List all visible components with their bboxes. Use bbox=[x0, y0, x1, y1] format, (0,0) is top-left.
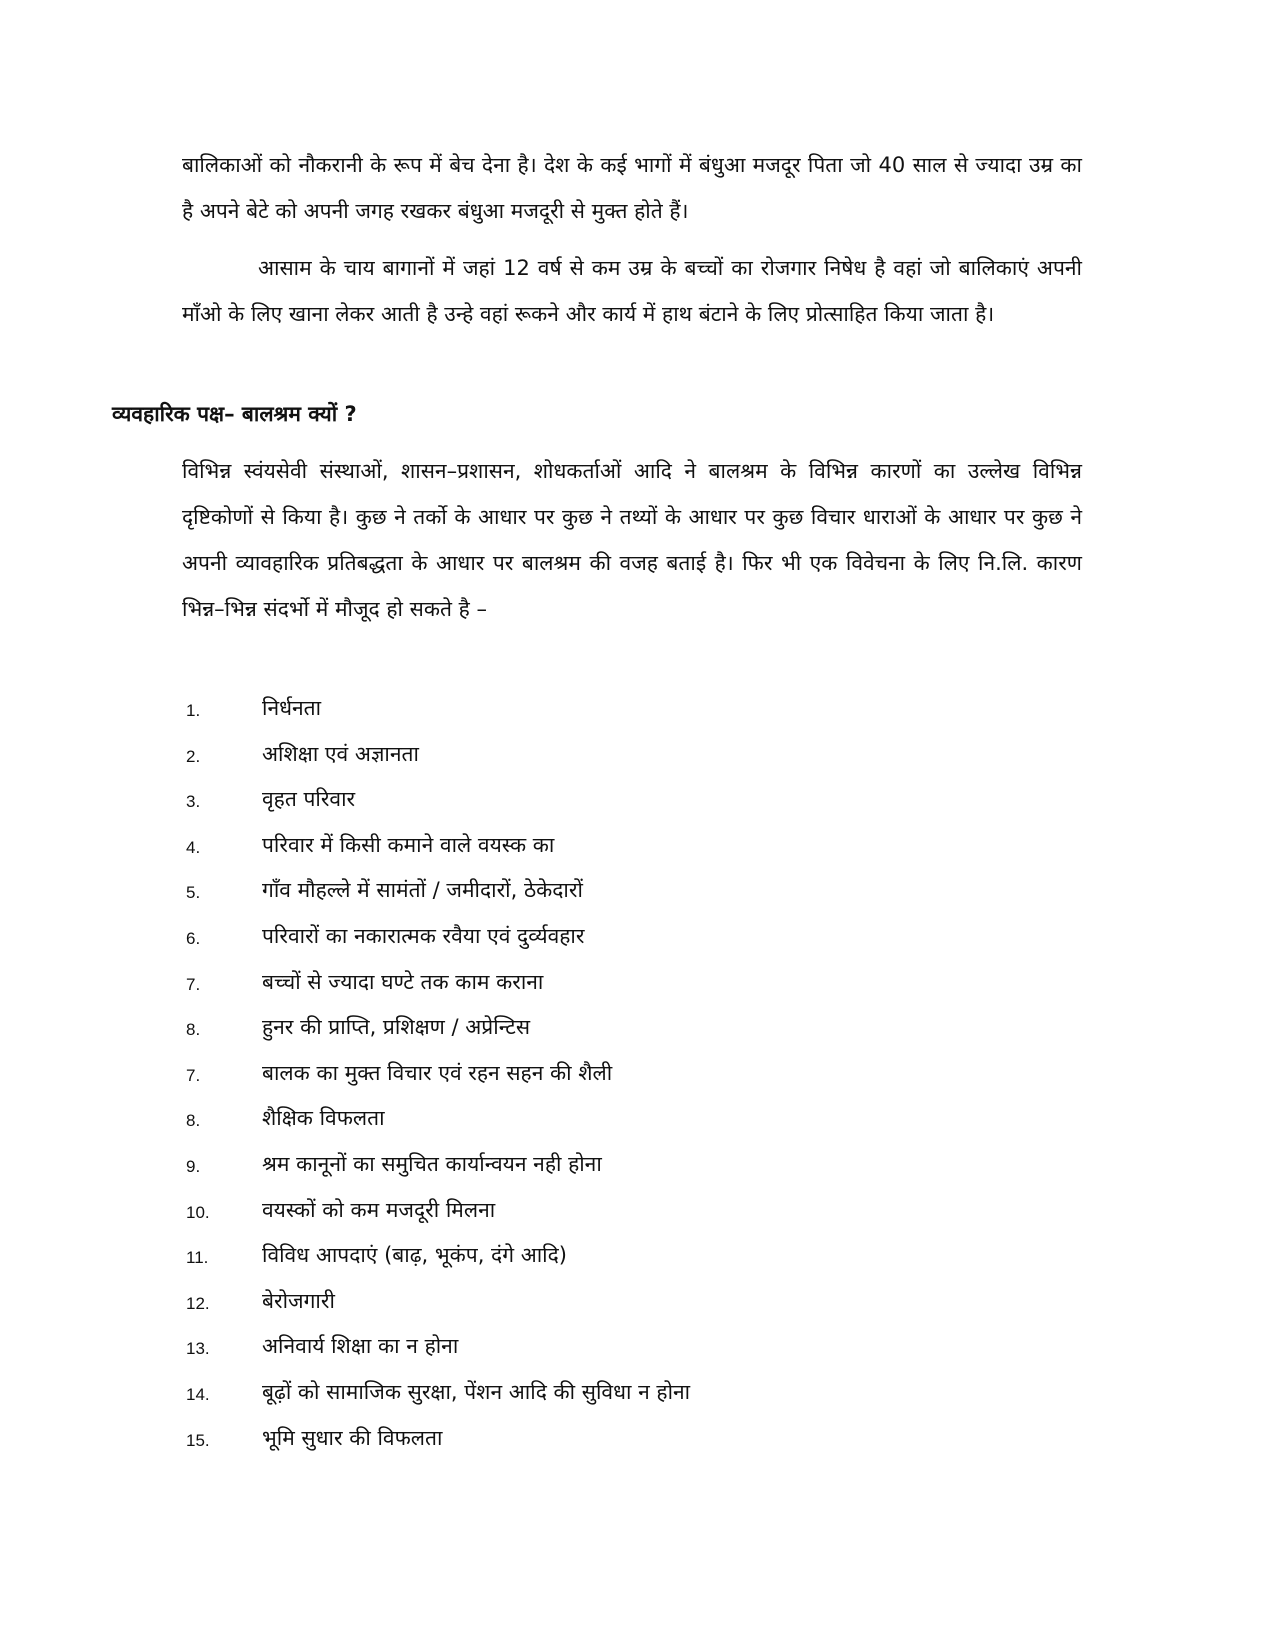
list-item bbox=[182, 783, 1082, 829]
list-item-text: परिवार में किसी कमाने वाले वयस्क का bbox=[262, 832, 555, 857]
list-item-text: परिवारों का नकारात्मक रवैया एवं दुर्व्यवहार bbox=[262, 923, 585, 948]
list-item bbox=[182, 1376, 1082, 1422]
list-item-number: 8. bbox=[186, 1020, 201, 1040]
list-item-text: बालक का मुक्त विचार एवं रहन सहन की शैली bbox=[262, 1060, 613, 1085]
list-item-text: बूढ़ों को सामाजिक सुरक्षा, पेंशन आदि की सुविधा न होना bbox=[262, 1379, 691, 1404]
list-item-number: 10. bbox=[186, 1202, 210, 1222]
list-item-text: वृहत परिवार bbox=[262, 787, 356, 812]
section-heading: व्यवहारिक पक्ष– बालश्रम क्यों ? bbox=[112, 402, 357, 426]
list-item-number: 9. bbox=[186, 1156, 201, 1176]
list-item-number: 13. bbox=[186, 1339, 210, 1359]
list-item bbox=[182, 1239, 1082, 1285]
list-item-number: 14. bbox=[186, 1384, 210, 1404]
list-item-number: 7. bbox=[186, 974, 201, 994]
list-item bbox=[182, 1102, 1082, 1148]
list-item bbox=[182, 920, 1082, 966]
list-item-number: 5. bbox=[186, 883, 201, 903]
list-item-text: श्रम कानूनों का समुचित कार्यान्वयन नही होना bbox=[262, 1151, 602, 1176]
paragraph-continuation: बालिकाओं को नौकरानी के रूप में बेच देना है। देश के कई भागों में बंधुआ मजदूर पिता जो 40 साल से ज्यादा उम्र का है अपने बेटे को अपनी जगह रखकर बंधुआ मजदूरी से मुक्त होते हैं। bbox=[182, 153, 1082, 223]
list-item bbox=[182, 829, 1082, 875]
section-intro: विभिन्न स्वंयसेवी संस्थाओं, शासन–प्रशासन, शोधकर्ताओं आदि ने बालश्रम के विभिन्न कारणों का उल्लेख विभिन्न दृष्टिकोणों से किया है। कुछ ने तर्को के आधार पर कुछ ने तथ्यों के आधार पर कुछ विचार धाराओं के आधार पर कुछ ने अपनी व्यावहारिक प्रतिबद्धता के आधार पर बालश्रम की वजह बताई है। फिर भी एक विवेचना के लिए नि.लि. कारण भिन्न–भिन्न संदर्भो में मौजूद हो सकते है – bbox=[182, 459, 1082, 621]
list-item bbox=[182, 1011, 1082, 1057]
list-item bbox=[182, 874, 1082, 920]
list-item-text: हुनर की प्राप्ति, प्रशिक्षण / अप्रेन्टिस bbox=[262, 1015, 531, 1040]
list-item bbox=[182, 1330, 1082, 1376]
list-item-number: 3. bbox=[186, 792, 201, 812]
list-item-number: 12. bbox=[186, 1293, 210, 1313]
list-item-text: बेरोजगारी bbox=[262, 1288, 335, 1313]
list-item-text: वयस्कों को कम मजदूरी मिलना bbox=[262, 1197, 496, 1222]
list-item bbox=[182, 1422, 1082, 1468]
list-item-number: 15. bbox=[186, 1430, 210, 1450]
list-item-text: शैक्षिक विफलता bbox=[262, 1106, 385, 1131]
list-item-number: 1. bbox=[186, 701, 201, 720]
list-item bbox=[182, 1285, 1082, 1331]
list-item bbox=[182, 738, 1082, 784]
list-item bbox=[182, 692, 1082, 738]
list-item-text: बच्चों से ज्यादा घण्टे तक काम कराना bbox=[262, 969, 544, 994]
list-item bbox=[182, 1194, 1082, 1240]
list-item-text: भूमि सुधार की विफलता bbox=[262, 1425, 443, 1450]
list-item-text: गाँव मौहल्ले में सामंतों / जमीदारों, ठेकेदारों bbox=[262, 878, 583, 903]
list-item-text: विविध आपदाएं (बाढ़, भूकंप, दंगे आदि) bbox=[262, 1243, 567, 1268]
list-item bbox=[182, 966, 1082, 1012]
list-item-text: अशिक्षा एवं अज्ञानता bbox=[262, 741, 419, 766]
list-item-number: 6. bbox=[186, 928, 201, 948]
list-item-text: निर्धनता bbox=[262, 696, 322, 720]
list-item-number: 8. bbox=[186, 1111, 201, 1131]
list-item bbox=[182, 1057, 1082, 1103]
list-item-number: 7. bbox=[186, 1065, 201, 1085]
causes-list bbox=[182, 692, 1082, 1467]
list-item-text: अनिवार्य शिक्षा का न होना bbox=[262, 1334, 459, 1359]
list-item-number: 2. bbox=[186, 746, 201, 766]
list-item bbox=[182, 1148, 1082, 1194]
list-item-number: 11. bbox=[186, 1248, 209, 1268]
paragraph-assam-tea-gardens: आसाम के चाय बागानों में जहां 12 वर्ष से कम उम्र के बच्चों का रोजगार निषेध है वहां जो बालिकाएं अपनी माँओ के लिए खाना लेकर आती है उन्हे वहां रूकने और कार्य में हाथ बंटाने के लिए प्रोत्साहित किया जाता है। bbox=[182, 256, 1082, 326]
list-item-number: 4. bbox=[186, 837, 201, 857]
